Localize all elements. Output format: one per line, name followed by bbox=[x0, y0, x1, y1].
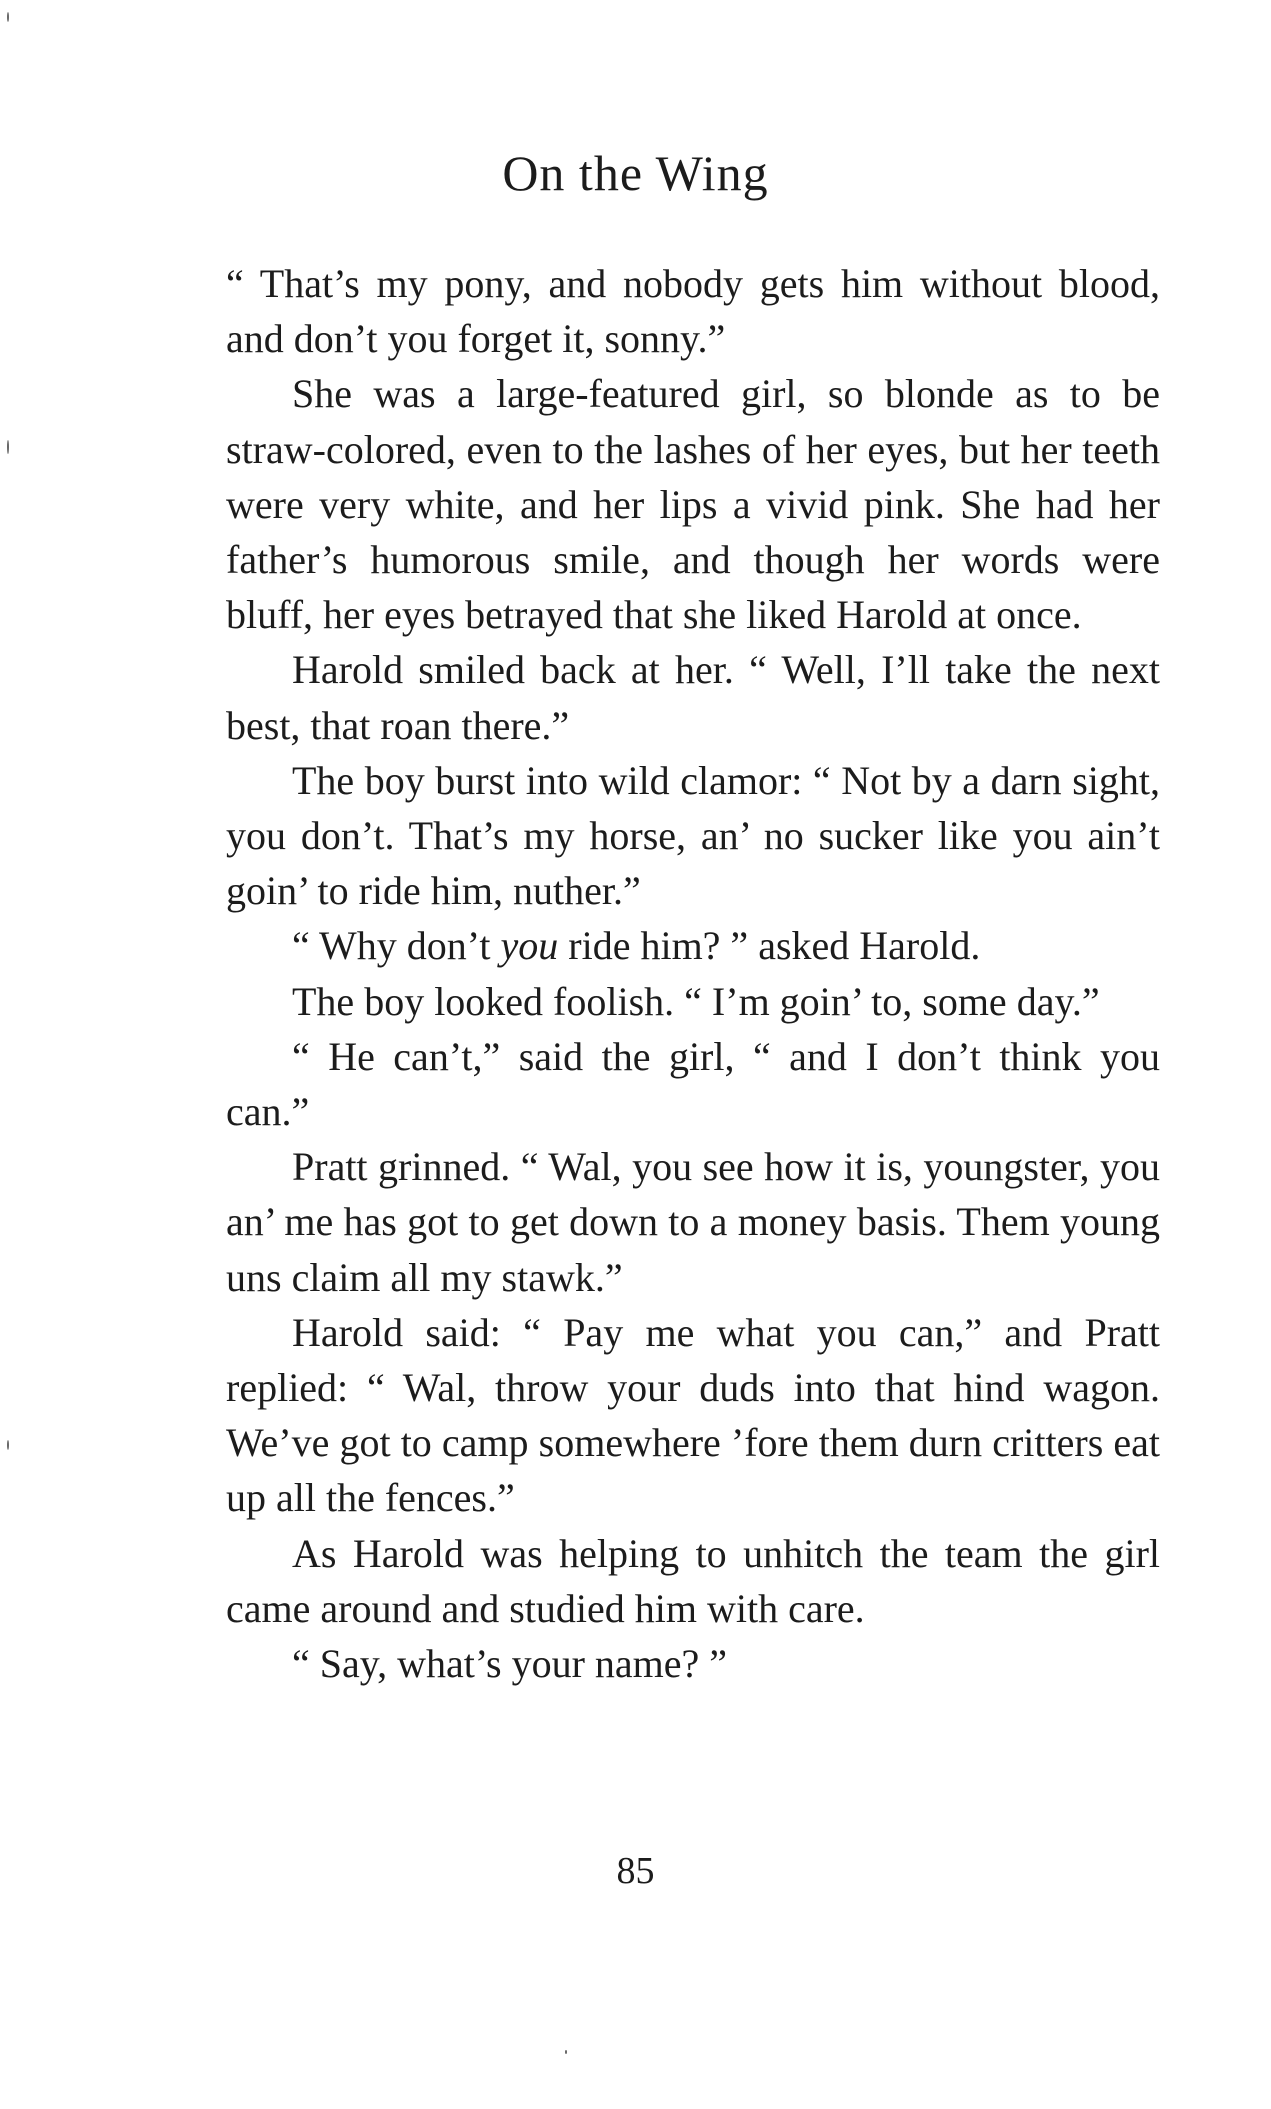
body-text bbox=[226, 256, 1160, 1691]
paragraph-11: “ Say, what’s your name? ” bbox=[292, 1641, 728, 1687]
scan-speck bbox=[7, 1440, 9, 1450]
paragraph-6: The boy looked foolish. “ I’m goin’ to, some day.” bbox=[292, 978, 1100, 1024]
emphasis-you: you bbox=[500, 923, 559, 969]
paragraph-5-lead: “ Why don’t bbox=[292, 923, 501, 969]
paragraph-9: Harold said: “ Pay me what you can,” and Pratt replied: “ Wal, throw your duds into that hind wagon. We’ve got to camp somewhere ’fore them durn critters eat up all the fences.” bbox=[226, 1309, 1160, 1521]
paragraph-5-tail: ride him? ” asked Harold. bbox=[558, 923, 981, 969]
paragraph-10: As Harold was helping to unhitch the team the girl came around and studied him with care. bbox=[226, 1530, 1160, 1631]
scan-speck bbox=[565, 2050, 567, 2054]
running-head: On the Wing bbox=[502, 145, 769, 201]
paragraph-3: Harold smiled back at her. “ Well, I’ll take the next best, that roan there.” bbox=[226, 647, 1160, 748]
scan-speck bbox=[7, 440, 9, 454]
page-number: 85 bbox=[616, 1850, 655, 1892]
paragraph-5 bbox=[226, 918, 1160, 973]
paragraph-2: She was a large-featured girl, so blonde as to be straw-colored, even to the lashes of her eyes, but her teeth were very white, and her lips a vivid pink. She had her father’s humorous smile, and though her words were bluff, her eyes betrayed that she liked Harold at once. bbox=[226, 371, 1160, 638]
paragraph-8: Pratt grinned. “ Wal, you see how it is, youngster, you an’ me has got to get down to a money basis. Them young uns claim all my stawk.” bbox=[226, 1144, 1160, 1300]
paragraph-4: The boy burst into wild clamor: “ Not by a darn sight, you don’t. That’s my horse, an’ no sucker like you ain’t goin’ to ride him, nuther.” bbox=[226, 757, 1160, 914]
paragraph-1: “ That’s my pony, and nobody gets him without blood, and don’t you forget it, sonny.” bbox=[226, 261, 1160, 362]
paragraph-7: “ He can’t,” said the girl, “ and I don’t think you can.” bbox=[226, 1033, 1160, 1135]
scan-speck bbox=[7, 12, 9, 22]
